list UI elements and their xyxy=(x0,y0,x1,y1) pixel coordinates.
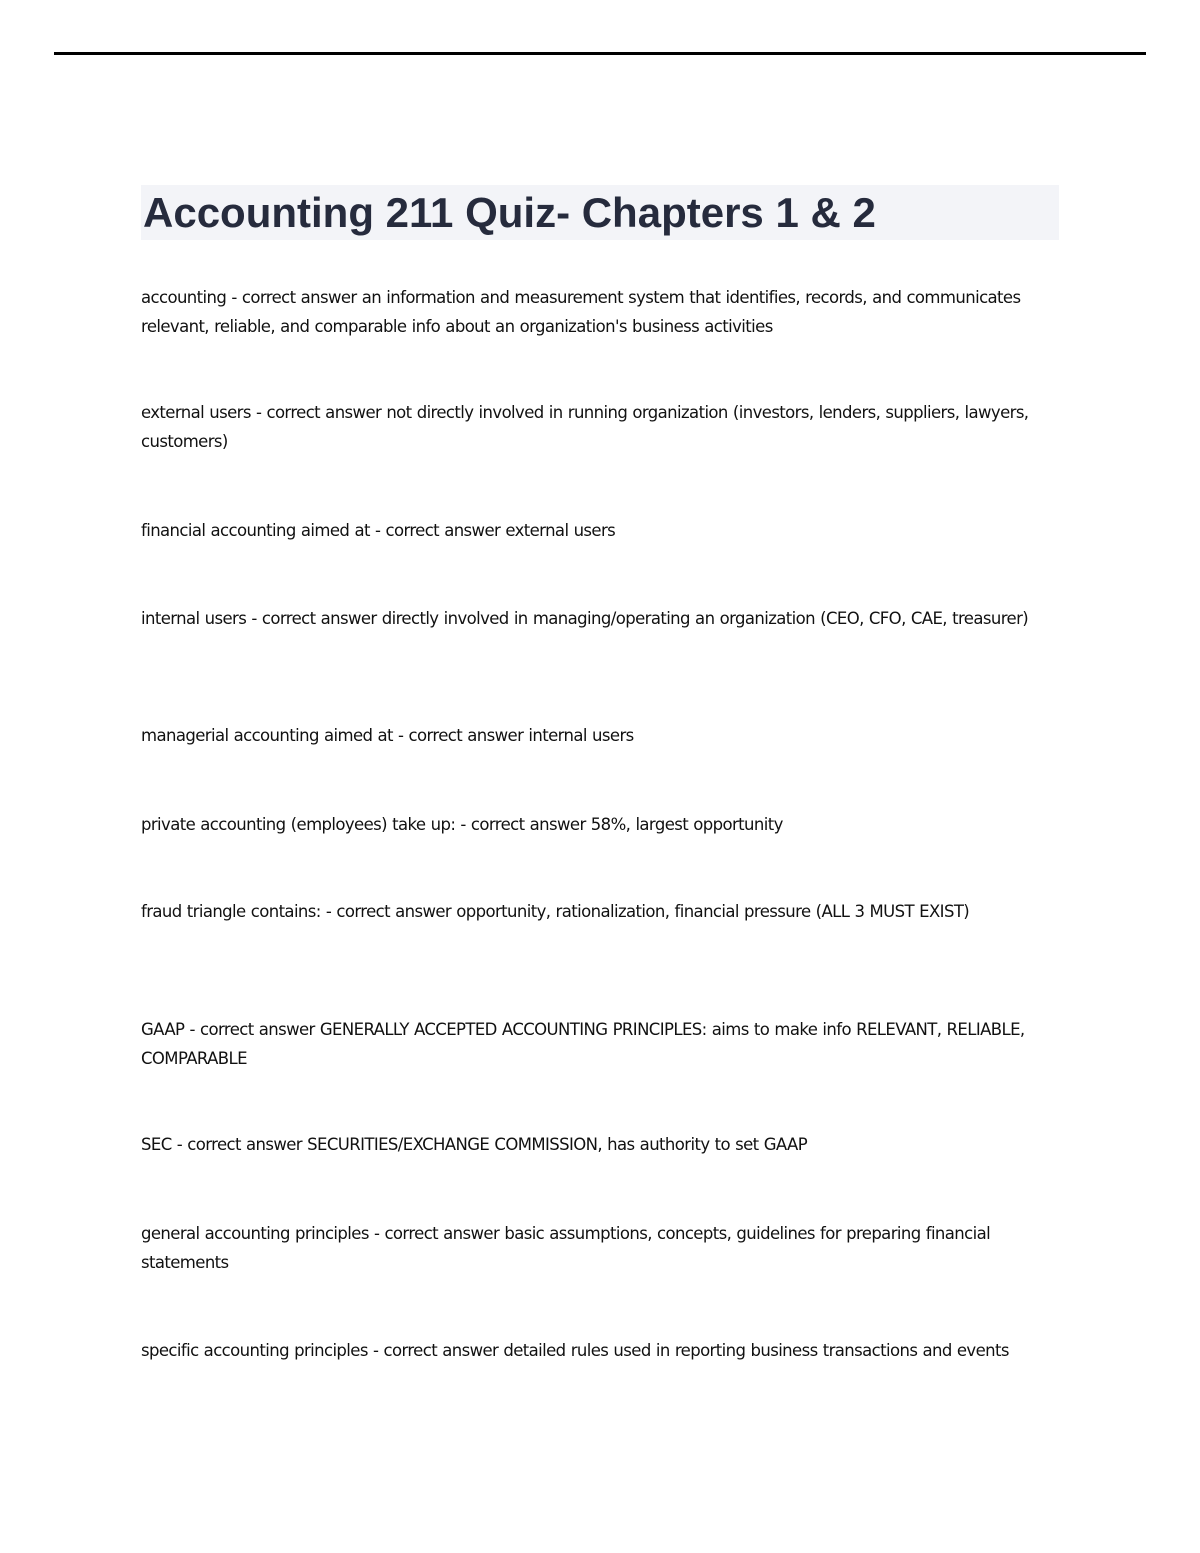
title-highlight xyxy=(141,185,1059,240)
flashcard-entry: internal users - correct answer directly involved in managing/operating an organization (CEO, CFO, CAE, treasurer) xyxy=(141,609,1029,628)
flashcard-entry: managerial accounting aimed at - correct answer internal users xyxy=(141,726,634,745)
flashcard-entry: fraud triangle contains: - correct answer opportunity, rationalization, financial pressure (ALL 3 MUST EXIST) xyxy=(141,902,970,921)
flashcard-entry: general accounting principles - correct answer basic assumptions, concepts, guidelines for preparing financial statements xyxy=(141,1224,991,1272)
flashcard-entry: GAAP - correct answer GENERALLY ACCEPTED ACCOUNTING PRINCIPLES: aims to make info RELEVANT, RELIABLE, COMPARABLE xyxy=(141,1020,1025,1068)
document-title: Accounting 211 Quiz- Chapters 1 & 2 xyxy=(143,189,876,236)
top-horizontal-rule xyxy=(54,52,1146,55)
flashcard-entry: specific accounting principles - correct answer detailed rules used in reporting business transactions and events xyxy=(141,1341,1009,1360)
flashcard-entry: SEC - correct answer SECURITIES/EXCHANGE COMMISSION, has authority to set GAAP xyxy=(141,1135,808,1154)
flashcard-entry: financial accounting aimed at - correct answer external users xyxy=(141,521,616,540)
flashcard-entry: private accounting (employees) take up: - correct answer 58%, largest opportunity xyxy=(141,815,783,834)
flashcard-entry: accounting - correct answer an information and measurement system that identifies, records, and communicates relevant, reliable, and comparable info about an organization's business activities xyxy=(141,288,1021,336)
flashcard-entry: external users - correct answer not directly involved in running organization (investors, lenders, suppliers, lawyers, customers) xyxy=(141,403,1029,451)
